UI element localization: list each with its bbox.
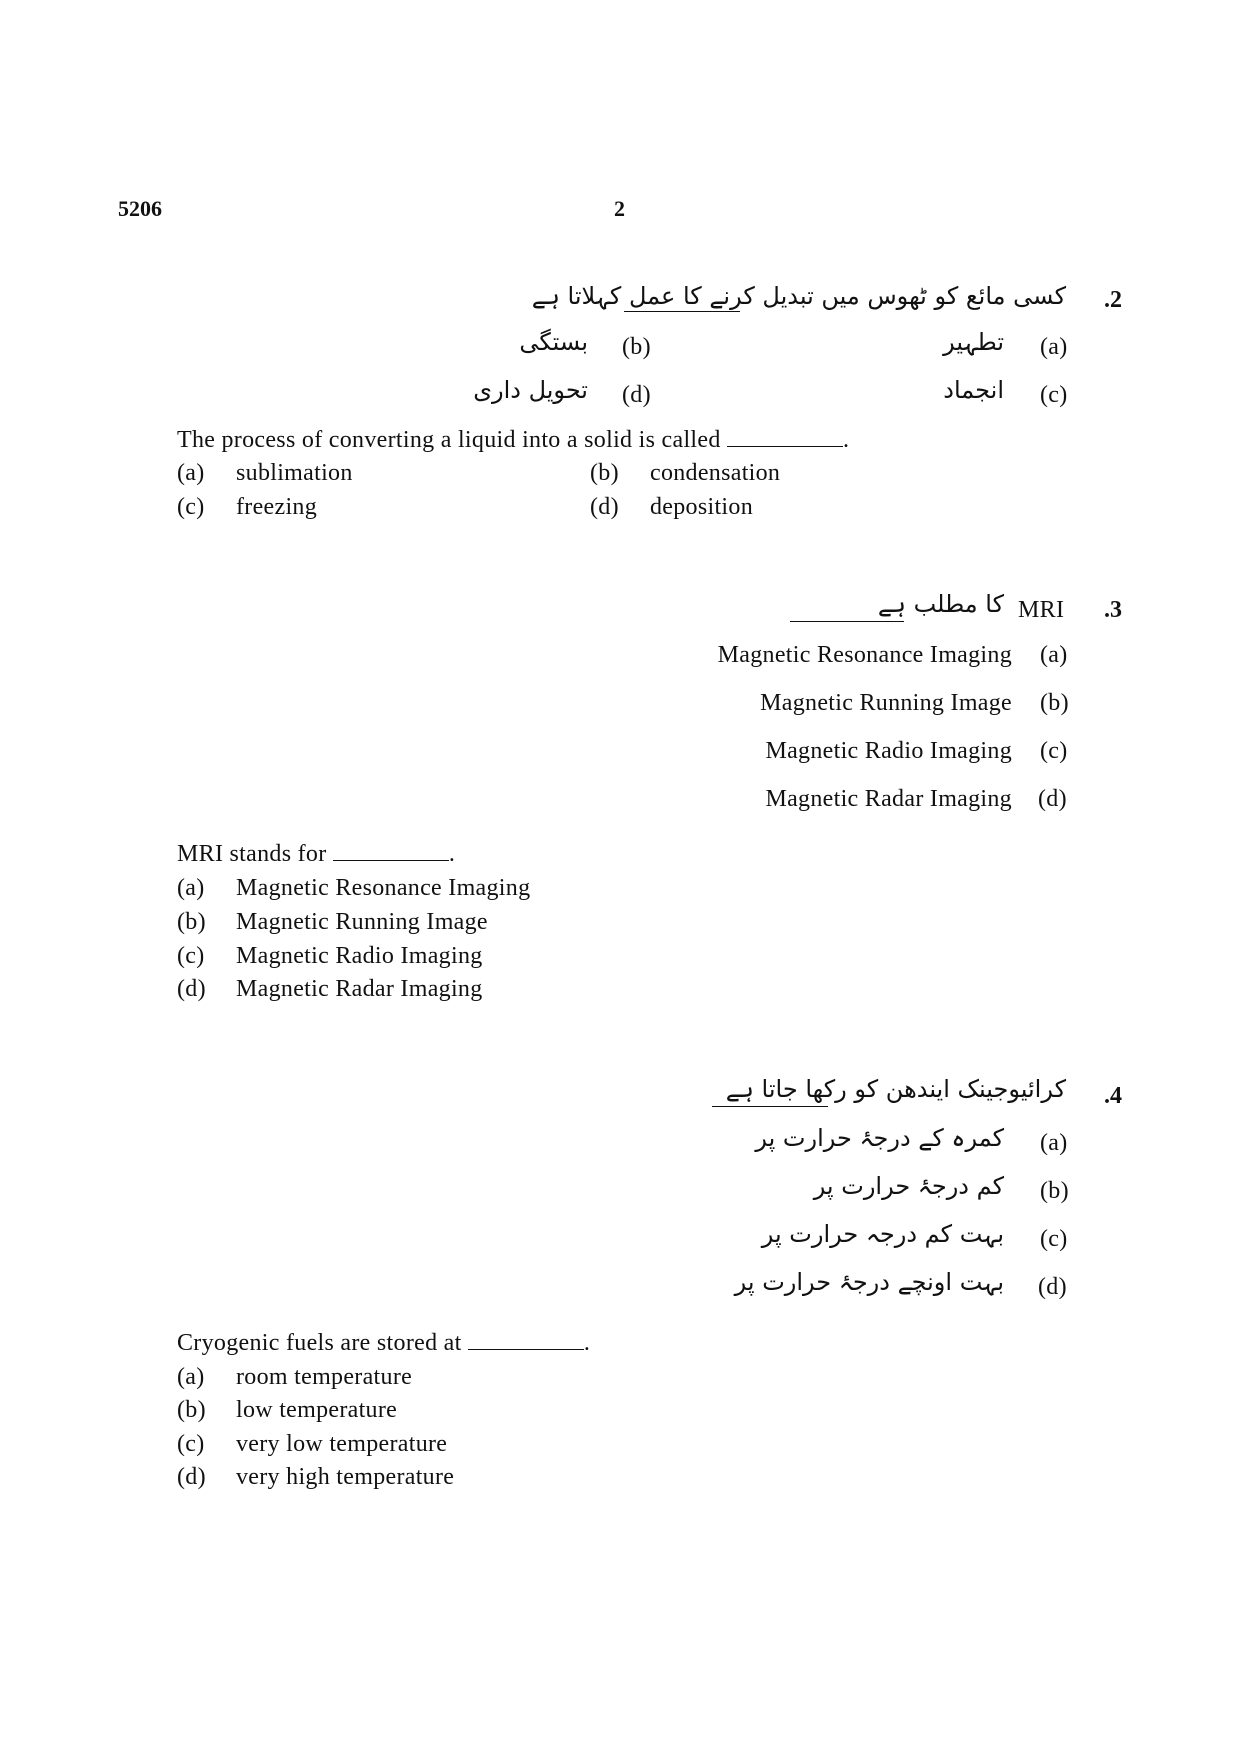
q2-english-option-a: sublimation <box>236 460 353 486</box>
q3-urdu-blank <box>790 610 904 626</box>
q3-urdu-prefix: MRI <box>1018 597 1065 623</box>
q4-english-option-a-label: (a) <box>177 1364 205 1390</box>
q4-english-option-c-label: (c) <box>177 1431 205 1457</box>
page-number: 2 <box>614 196 625 221</box>
q3-english-option-b: Magnetic Running Image <box>236 909 488 935</box>
question-3-number: .3 <box>1104 597 1122 623</box>
q3-english-option-b-label: (b) <box>177 909 206 935</box>
q3-urdu-option-b-label: (b) <box>1040 690 1069 716</box>
paper-code: 5206 <box>118 196 162 221</box>
q2-urdu-option-a-label: (a) <box>1040 334 1068 360</box>
q4-urdu-option-b-label: (b) <box>1040 1178 1069 1204</box>
q4-urdu-blank <box>712 1095 828 1111</box>
q2-urdu-question: کسی مائع کو ٹھوس میں تبدیل کرنے کا عمل کہلاتا ہے <box>531 282 1066 310</box>
q4-english-option-a: room temperature <box>236 1364 413 1390</box>
q3-urdu-option-c: Magnetic Radio Imaging <box>765 738 1012 764</box>
q3-urdu-option-c-label: (c) <box>1040 738 1068 764</box>
q2-english-option-b-label: (b) <box>590 460 619 486</box>
q2-urdu-option-b: بستگی <box>519 328 588 356</box>
q2-english-question: The process of converting a liquid into a solid is called . <box>177 427 850 453</box>
q2-urdu-option-b-label: (b) <box>622 334 651 360</box>
question-2-number: .2 <box>1104 287 1122 313</box>
q3-english-question: MRI stands for . <box>177 841 456 867</box>
q3-urdu-option-a-label: (a) <box>1040 642 1068 668</box>
q2-urdu-blank <box>624 300 740 316</box>
q4-urdu-option-a: کمرہ کے درجۂ حرارت پر <box>755 1124 1004 1152</box>
q4-urdu-option-c-label: (c) <box>1040 1226 1068 1252</box>
q3-urdu-question: کا مطلب ہے <box>877 590 1004 618</box>
q2-urdu-option-d: تحویل داری <box>473 376 588 404</box>
q4-urdu-option-b: کم درجۂ حرارت پر <box>813 1172 1004 1200</box>
q2-urdu-option-c-label: (c) <box>1040 382 1068 408</box>
q4-english-option-b-label: (b) <box>177 1397 206 1423</box>
q3-urdu-option-d-label: (d) <box>1038 786 1067 812</box>
q4-english-option-b: low temperature <box>236 1397 398 1423</box>
q4-urdu-option-a-label: (a) <box>1040 1130 1068 1156</box>
q2-english-option-d: deposition <box>650 494 753 520</box>
q4-urdu-option-d: بہت اونچے درجۂ حرارت پر <box>734 1268 1004 1296</box>
q2-english-option-d-label: (d) <box>590 494 619 520</box>
q3-urdu-option-b: Magnetic Running Image <box>760 690 1012 716</box>
q3-english-option-d-label: (d) <box>177 976 206 1002</box>
q4-urdu-option-d-label: (d) <box>1038 1274 1067 1300</box>
question-4-number: .4 <box>1104 1083 1122 1109</box>
q4-english-question: Cryogenic fuels are stored at . <box>177 1330 591 1356</box>
q4-english-option-c: very low temperature <box>236 1431 448 1457</box>
q2-english-option-c-label: (c) <box>177 494 205 520</box>
q4-urdu-option-c: بہت کم درجہ حرارت پر <box>761 1220 1004 1248</box>
q2-urdu-option-d-label: (d) <box>622 382 651 408</box>
q3-english-option-a: Magnetic Resonance Imaging <box>236 875 531 901</box>
q4-urdu-question: کرائیوجینک ایندھن کو رکھا جاتا ہے <box>725 1075 1066 1103</box>
q4-english-option-d-label: (d) <box>177 1464 206 1490</box>
q3-urdu-option-a: Magnetic Resonance Imaging <box>717 642 1012 668</box>
q2-english-option-a-label: (a) <box>177 460 205 486</box>
q3-urdu-option-d: Magnetic Radar Imaging <box>765 786 1012 812</box>
q2-urdu-option-c: انجماد <box>943 376 1004 404</box>
q2-urdu-option-a: تطہیر <box>943 328 1004 356</box>
q3-english-option-c-label: (c) <box>177 943 205 969</box>
q3-english-option-d: Magnetic Radar Imaging <box>236 976 483 1002</box>
q3-english-option-c: Magnetic Radio Imaging <box>236 943 483 969</box>
q3-english-option-a-label: (a) <box>177 875 205 901</box>
q2-english-option-b: condensation <box>650 460 781 486</box>
q2-english-option-c: freezing <box>236 494 318 520</box>
q4-english-option-d: very high temperature <box>236 1464 455 1490</box>
